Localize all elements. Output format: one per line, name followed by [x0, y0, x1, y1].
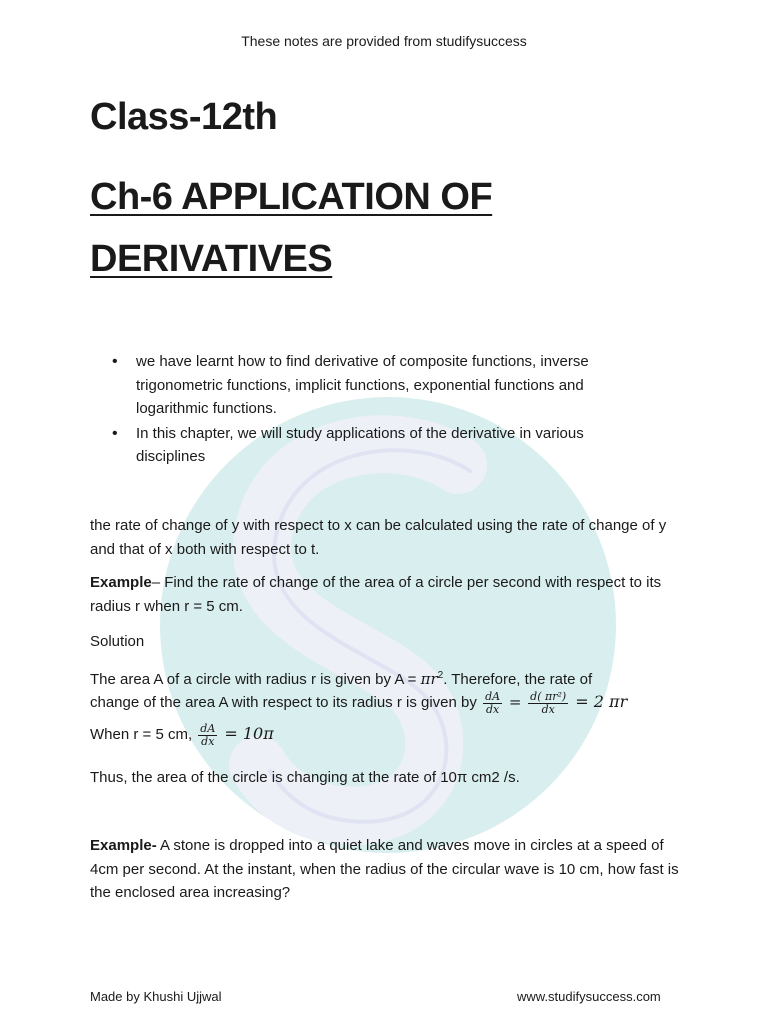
solution-line-2: change of the area A with respect to its radius r is given by $\frac{dA}{dx}$ = $\frac{\text{d( πr²)}}{dx}$ = 2 πr: [90, 689, 628, 716]
example-1-question-text: – Find the rate of change of the area of a circle per second with respect to its radius r when r = 5 cm.: [90, 574, 662, 615]
fraction-d-pi-r-squared-dx: $\frac{\text{d( πr²)}}{dx}$: [530, 689, 567, 716]
fraction-dA-dx: $\frac{dA}{dx}$: [485, 689, 501, 716]
example-2-question-text: A stone is dropped into a quiet lake and waves move in circles at a speed of 4cm per second. At the instant, when the radius of the circular wave is 10 cm, how fast is the enclosed area increasing?: [90, 837, 679, 901]
example-2-question: [90, 834, 690, 905]
solution-line-3: When r = 5 cm, $\frac{dA}{dx}$ = 10π: [90, 721, 274, 748]
footer-author: Made by Khushi Ujjwal: [90, 989, 222, 1004]
chapter-title-line-2: DERIVATIVES: [90, 238, 333, 280]
example-1-question: [90, 571, 690, 618]
header-note: These notes are provided from studifysuccess: [241, 33, 527, 49]
list-item: • we have learnt how to find derivative of composite functions, inverse trigonometric functions, implicit functions, exponential functions and logarithmic functions.: [112, 350, 652, 421]
rate-of-change-paragraph: the rate of change of y with respect to x can be calculated using the rate of change of y and that of x both with respect to t.: [90, 517, 667, 558]
area-formula: πr: [420, 670, 438, 688]
example-1-conclusion: Thus, the area of the circle is changing at the rate of 10π cm2 /s.: [90, 769, 520, 786]
example-1-label: Example: [90, 574, 152, 591]
chapter-title: [90, 166, 492, 290]
chapter-title-line-1: Ch-6 APPLICATION OF: [90, 176, 493, 218]
footer-website-link[interactable]: www.studifysuccess.com: [517, 989, 661, 1004]
fraction-dA-dx-2: $\frac{dA}{dx}$: [200, 721, 216, 748]
intro-bullet-list: [112, 350, 652, 470]
solution-label: Solution: [90, 633, 145, 650]
example-2-label: Example-: [90, 837, 157, 854]
solution-line-1: The area A of a circle with radius r is given by $A = \pi r^2$. Therefore, the rate of: [90, 670, 593, 688]
class-title: Class-12th: [90, 96, 278, 138]
list-item: • In this chapter, we will study applications of the derivative in various disciplines: [112, 422, 652, 469]
